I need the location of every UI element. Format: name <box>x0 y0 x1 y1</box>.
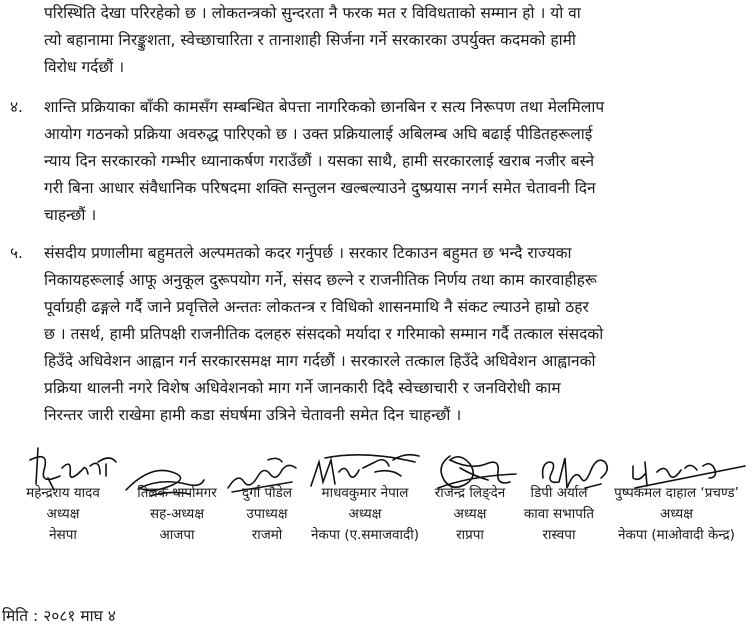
paragraph-line: त्यो बहानामा निरङ्कुशता, स्वेच्छाचारिता र तानाशाही सिर्जना गर्ने सरकारका उपर्युक्त कदमको हामी <box>44 31 576 49</box>
signatory-4 <box>306 483 424 546</box>
signatory-party: राप्रपा <box>456 527 484 543</box>
signatory-party: रास्वपा <box>542 527 576 543</box>
signatory-name: पुष्पकमल दाहाल ‘प्रचण्ड’ <box>614 485 739 501</box>
paragraph-number: ४. <box>10 98 23 116</box>
paragraph-line: निरन्तर जारी राखेमा हामी कडा संघर्षमा उत्रिने चेतावनी समेत दिन चाहन्छौं । <box>44 406 462 424</box>
signatory-party: नेकपा (माओवादी केन्द्र) <box>618 527 735 543</box>
paragraph-number: ५. <box>10 244 23 262</box>
paragraph-line: परिस्थिति देखा परिरहेको छ । लोकतन्त्रको सुन्दरता नै फरक मत र विविधताको सम्मान हो । यो वा <box>44 4 581 22</box>
paragraph-line: गरी बिना आधार संवैधानिक परिषदमा शक्ति सन्तुलन खल्बल्याउने दुष्प्रयास नगर्न समेत चेतावनी दिन <box>44 179 596 197</box>
signatory-role: अध्यक्ष <box>348 506 382 522</box>
paragraph-line: आयोग गठनको प्रक्रिया अवरुद्ध पारिएको छ । उक्त प्रक्रियालाई अबिलम्ब अघि बढाई पीडितहरूलाई <box>44 125 593 143</box>
signatory-role: कावा सभापति <box>523 506 595 522</box>
signatory-role: सह-अध्यक्ष <box>149 506 205 522</box>
paragraph-line: विरोध गर्दछौं । <box>44 58 125 76</box>
paragraph-line: हिउँदे अधिवेशन आह्वान गर्न सरकारसमक्ष माग गर्दछौं । सरकारले तत्काल हिउँदे अधिवेशन आह्वानको <box>44 352 596 370</box>
signatory-name: महेन्द्रराय यादव <box>26 485 100 501</box>
paragraph-line: चाहन्छौं । <box>44 206 97 224</box>
signatory-role: अध्यक्ष <box>453 506 487 522</box>
document-date: मिति : २०८१ माघ ४ <box>2 607 116 625</box>
signatory-name: दुर्गा पौडेल <box>241 485 293 501</box>
signatory-party: नेकपा (ए.समाजवादी) <box>311 527 419 543</box>
paragraph-line: न्याय दिन सरकारको गम्भीर ध्यानाकर्षण गराउँछौं । यसका साथै, हामी सरकारलाई खराब नजीर बस्ने <box>44 152 595 170</box>
paragraph-line: निकायहरूलाई आफू अनुकूल दुरूपयोग गर्ने, संसद छल्ने र राजनीतिक निर्णय तथा काम कारवाहीहरू <box>44 271 597 289</box>
paragraph-line: संसदीय प्रणालीमा बहुमतले अल्पमतको कदर गर्नुपर्छ । सरकार टिकाउन बहुमत छ भन्दै राज्यका <box>44 244 572 262</box>
signatory-party: आजपा <box>159 527 195 543</box>
signatory-party: नेसपा <box>49 527 77 543</box>
signatory-role: उपाध्यक्ष <box>246 506 288 522</box>
signatory-5 <box>424 483 516 546</box>
signatory-1 <box>3 483 123 546</box>
paragraph-line: शान्ति प्रक्रियाका बाँकी कामसँग सम्बन्धित बेपत्ता नागरिकको छानबिन र सत्य निरूपण तथा मेलमिलाप <box>44 98 605 116</box>
signature-block <box>0 440 755 590</box>
signatory-7 <box>600 483 753 546</box>
paragraph-line: छ । तसर्थ, हामी प्रतिपक्षी राजनीतिक दलहरु संसदको मर्यादा र गरिमाको सम्मान गर्दै तत्काल संसदको <box>44 325 604 343</box>
signatory-role: अध्यक्ष <box>660 506 693 522</box>
signatory-role: अध्यक्ष <box>46 506 80 522</box>
signatory-2 <box>126 483 228 546</box>
signatory-name: माधवकुमार नेपाल <box>321 485 409 501</box>
paragraph-line: प्रक्रिया थालनी नगरे विशेष अधिवेशनको माग गर्ने जानकारी दिदै स्वेच्छाचारी र जनविरोधी काम <box>44 379 561 397</box>
signatory-name: तिलक थार्पामगर <box>137 485 217 501</box>
signatory-name: राजेन्द्र लिङ्देन <box>434 485 506 501</box>
paragraph-line: पूर्वाग्रही ढङ्गले गर्दै जाने प्रवृत्तिले अन्ततः लोकतन्त्र र विधिको शासनमाथि नै संकट ल्याउने हाम्रो ठहर <box>44 298 589 316</box>
signatory-3 <box>228 483 306 546</box>
signatory-name: डिपी अर्याल <box>530 485 588 501</box>
signatory-6 <box>516 483 602 546</box>
signatory-party: राजमो <box>251 527 283 543</box>
